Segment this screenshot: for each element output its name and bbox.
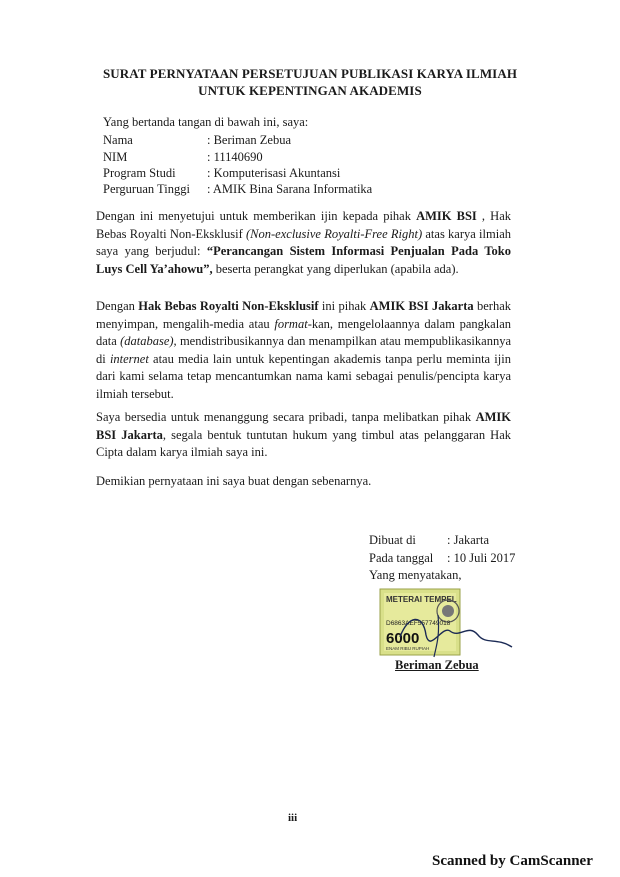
stamp-value-text: 6000: [386, 630, 420, 647]
date-label: Pada tanggal: [369, 551, 434, 565]
text-run: , segala bentuk tuntutan hukum yang timbul atas pelanggaran Hak Cipta dalam karya ilmiah saya ini.: [96, 427, 511, 459]
institution-name: AMIK BSI: [416, 209, 477, 223]
italic-term: (database),: [120, 334, 177, 348]
italic-term: format: [274, 316, 308, 331]
text-run: Dengan ini menyetujui untuk memberikan ijin kepada pihak: [96, 209, 417, 223]
identity-label: Perguruan Tinggi: [103, 182, 190, 196]
rights-term: Hak Bebas Royalti Non-Eksklusif: [138, 299, 319, 313]
document-title-line-1: SURAT PERNYATAAN PERSETUJUAN PUBLIKASI KARYA ILMIAH: [102, 66, 518, 81]
paragraph-closing: Demikian pernyataan ini saya buat dengan sebenarnya.: [96, 474, 372, 488]
document-title-line-2: UNTUK KEPENTINGAN AKADEMIS: [198, 83, 422, 98]
text-run: , Hak Bebas Royalti Non-Eksklusif: [96, 209, 511, 241]
identity-label: Program Studi: [103, 166, 176, 180]
thesis-title: “Perancangan Sistem Informasi Penjualan Pada Toko Luys Cell Ya’ahowu”,: [96, 244, 511, 276]
identity-value: : Beriman Zebua: [207, 133, 291, 147]
italic-term: (Non-exclusive Royalti-Free Right): [246, 226, 423, 241]
identity-value: : AMIK Bina Sarana Informatika: [207, 182, 373, 196]
scanner-watermark: Scanned by CamScanner: [432, 853, 593, 869]
signature-closing: Yang menyatakan,: [369, 568, 462, 582]
identity-label: Nama: [103, 133, 133, 147]
identity-value: : Komputerisasi Akuntansi: [207, 166, 341, 180]
italic-term: internet: [109, 351, 149, 366]
date-value: : 10 Juli 2017: [447, 551, 516, 565]
text-run: mendistribusikannya dan menampilkan atau mempublikasikannya di: [96, 334, 511, 366]
signature-date: [369, 551, 515, 566]
text-run: atas karya ilmiah saya yang berjudul:: [96, 226, 512, 258]
institution-name: AMIK BSI Jakarta: [96, 410, 511, 442]
paragraph-rights: [96, 298, 511, 403]
identity-label: NIM: [103, 150, 128, 164]
paragraph-consent: [96, 208, 511, 278]
institution-name: AMIK BSI Jakarta: [369, 299, 474, 313]
intro-text: Yang bertanda tangan di bawah ini, saya:: [103, 115, 309, 129]
text-run: ini pihak: [318, 299, 370, 313]
page-number: iii: [288, 812, 298, 824]
signer-name: Beriman Zebua: [395, 658, 479, 672]
stamp-words-text: ENAM RIBU RUPIAH: [386, 646, 430, 651]
signature-place: [369, 533, 489, 548]
text-run: Saya bersedia untuk menanggung secara pribadi, tanpa melibatkan pihak: [96, 410, 476, 424]
text-run: Dengan: [96, 299, 139, 313]
text-run: beserta perangkat yang diperlukan (apabila ada).: [212, 261, 459, 276]
text-run: atau media lain untuk kepentingan akademis tanpa perlu meminta ijin dari kami selama tetap mencantumkan nama kami sebagai penulis/pencipta karya ilmiah tersebut.: [96, 351, 511, 401]
text-run: -kan, mengelolaannya dalam pangkalan data: [96, 316, 511, 348]
stamp-header-text: METERAI TEMPEL: [386, 595, 457, 604]
text-run: berhak menyimpan, mengalih-media atau: [96, 299, 512, 331]
stamp-serial-text: D6863AEF557749018: [386, 620, 451, 627]
paragraph-liability: [96, 409, 511, 462]
place-label: Dibuat di: [369, 533, 416, 547]
place-value: : Jakarta: [447, 533, 489, 547]
identity-value: : 11140690: [207, 150, 263, 164]
